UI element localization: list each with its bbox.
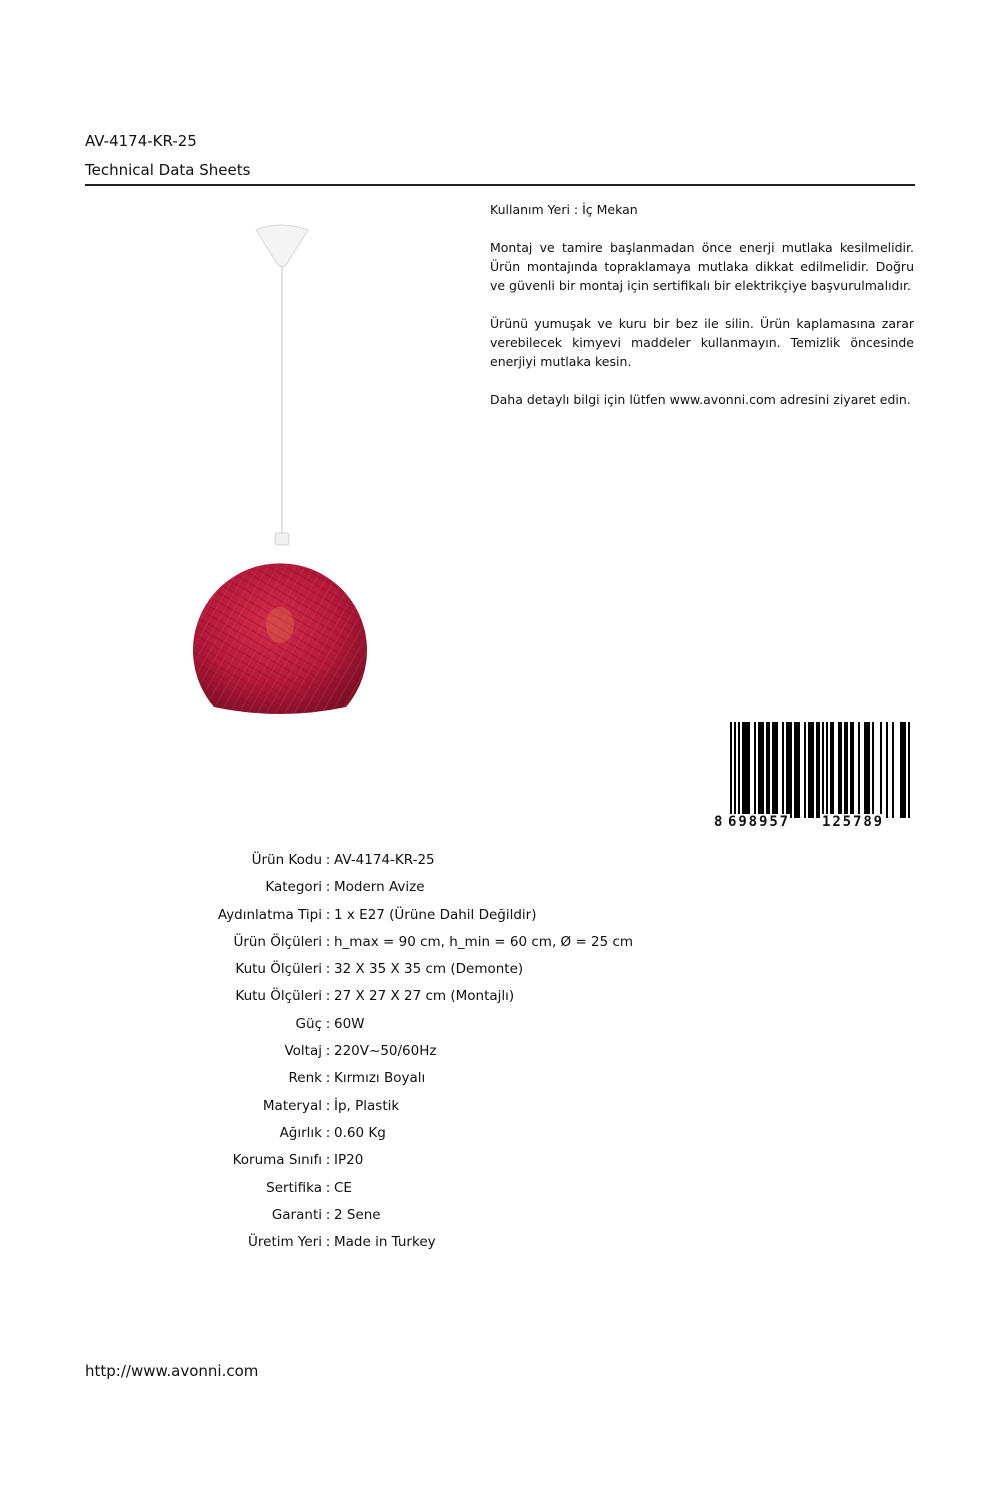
barcode-bar: [844, 722, 846, 818]
spec-row: [85, 1043, 685, 1070]
spec-label: Kutu Ölçüleri: [235, 961, 322, 978]
spec-label: Garanti: [271, 1206, 322, 1223]
barcode-bar: [768, 722, 770, 818]
spec-table: [85, 852, 685, 1261]
spec-value: 32 X 35 X 35 cm (Demonte): [334, 961, 524, 978]
barcode-bar: [798, 722, 800, 818]
barcode-bar: [788, 722, 790, 818]
barcode-bar: [850, 722, 852, 818]
spec-label: Koruma Sınıfı: [232, 1152, 322, 1169]
barcode-bar: [818, 722, 820, 818]
website-paragraph: Daha detaylı bilgi için lütfen www.avonni.com adresini ziyaret edin.: [490, 392, 911, 407]
barcode-bar: [790, 722, 792, 818]
usage-location: Kullanım Yeri : İç Mekan: [490, 202, 638, 217]
spec-row: [85, 1016, 685, 1043]
barcode-bar: [858, 722, 860, 818]
barcode-bar: [804, 722, 806, 818]
spec-row: [85, 1234, 685, 1261]
spec-label: Voltaj: [284, 1043, 322, 1060]
spec-label: Ağırlık: [279, 1124, 322, 1141]
barcode-bar: [832, 722, 834, 818]
spec-row: [85, 852, 685, 879]
barcode-bar: [782, 722, 784, 818]
spec-separator: :: [325, 1015, 331, 1032]
spec-value: 0.60 Kg: [334, 1124, 386, 1141]
barcode-number: [714, 814, 912, 832]
cleaning-paragraph: Ürünü yumuşak ve kuru bir bez ile silin. Ürün kaplamasına zarar verebilecek kimyevi maddeler kullanmayın. Temizlik öncesinde enerjiyi mutlaka kesin.: [490, 316, 914, 369]
spec-label: Güç: [295, 1015, 322, 1032]
spec-row: [85, 1152, 685, 1179]
spec-value: AV-4174-KR-25: [334, 852, 435, 868]
barcode-bar: [872, 722, 874, 818]
spec-value: Kırmızı Boyalı: [334, 1070, 426, 1087]
barcode-bar: [902, 722, 904, 818]
barcode-bar: [812, 722, 814, 818]
barcode-bar: [830, 722, 832, 818]
barcode-bar: [748, 722, 750, 818]
barcode-bar: [808, 722, 810, 818]
spec-value: Modern Avize: [334, 879, 425, 896]
barcode-right-group: 125789: [822, 814, 884, 830]
spec-separator: :: [325, 988, 331, 1005]
pendant-lamp-icon: [180, 215, 380, 724]
spec-separator: :: [325, 1206, 331, 1223]
barcode-bar: [852, 722, 854, 818]
spec-separator: :: [325, 1097, 331, 1114]
spec-value: İp, Plastik: [334, 1097, 400, 1114]
barcode-bar: [840, 722, 842, 818]
barcode-bar: [774, 722, 776, 818]
barcode-bar: [810, 722, 812, 818]
footer-website-link[interactable]: http://www.avonni.com: [85, 1362, 259, 1380]
spec-row: [85, 1070, 685, 1097]
barcode-bar: [900, 722, 902, 818]
spec-row: [85, 1207, 685, 1234]
spec-label: Üretim Yeri: [248, 1234, 322, 1251]
barcode-bar: [892, 722, 894, 818]
spec-value: 2 Sene: [334, 1206, 381, 1223]
barcode-bar: [744, 722, 746, 818]
spec-separator: :: [325, 933, 331, 950]
spec-separator: :: [325, 1234, 331, 1251]
spec-separator: :: [325, 1124, 331, 1141]
spec-separator: :: [325, 906, 331, 923]
spec-value: Made in Turkey: [334, 1234, 436, 1251]
spec-value: CE: [334, 1179, 352, 1196]
spec-row: [85, 907, 685, 934]
barcode-bar: [868, 722, 870, 818]
spec-label: Kategori: [265, 879, 322, 896]
spec-label: Renk: [288, 1070, 322, 1087]
barcode-bar: [904, 722, 906, 818]
barcode-bar: [866, 722, 868, 818]
spec-value: 60W: [334, 1015, 365, 1032]
barcode-bar: [838, 722, 840, 818]
spec-row: [85, 1180, 685, 1207]
spec-row: [85, 1125, 685, 1152]
spec-separator: :: [325, 1043, 331, 1060]
barcode-bar: [760, 722, 762, 818]
spec-separator: :: [325, 1152, 331, 1169]
barcode-bar: [816, 722, 818, 818]
barcode-bar: [772, 722, 774, 818]
spec-value: h_max = 90 cm, h_min = 60 cm, Ø = 25 cm: [334, 933, 634, 950]
spec-label: Ürün Ölçüleri: [233, 933, 322, 950]
spec-row: [85, 879, 685, 906]
barcode-bar: [746, 722, 748, 818]
spec-value: 220V~50/60Hz: [334, 1043, 437, 1060]
spec-separator: :: [325, 879, 331, 896]
header-divider: [85, 184, 915, 186]
barcode-bar: [762, 722, 764, 818]
barcode-bar: [758, 722, 760, 818]
safety-paragraph: Montaj ve tamire başlanmadan önce enerji mutlaka kesilmelidir. Ürün montajında topraklamaya mutlaka dikkat edilmelidir. Doğru ve güvenli bir montaj için sertifikalı bir elektrikçiye başvurulmalıdır.: [490, 240, 914, 293]
spec-separator: :: [325, 1179, 331, 1196]
spec-value: 27 X 27 X 27 cm (Montajlı): [334, 988, 515, 1005]
spec-label: Kutu Ölçüleri: [235, 988, 322, 1005]
barcode-bar: [864, 722, 866, 818]
spec-row: [85, 961, 685, 988]
spec-row: [85, 934, 685, 961]
spec-separator: :: [325, 961, 331, 978]
document-subtitle: Technical Data Sheets: [85, 161, 251, 179]
spec-label: Sertifika: [266, 1179, 322, 1196]
spec-value: IP20: [334, 1152, 364, 1169]
barcode-bar: [766, 722, 768, 818]
barcode-bar: [908, 722, 910, 818]
spec-row: [85, 1098, 685, 1125]
barcode-bar: [742, 722, 744, 818]
spec-label: Ürün Kodu: [251, 852, 322, 868]
barcode-bar: [796, 722, 798, 818]
barcode-bar: [886, 722, 888, 818]
barcode-bar: [786, 722, 788, 818]
spec-separator: :: [325, 852, 331, 868]
spec-label: Materyal: [262, 1097, 322, 1114]
barcode-bar: [776, 722, 778, 818]
product-code-title: AV-4174-KR-25: [85, 132, 197, 150]
barcode-first-digit: 8: [714, 814, 723, 830]
barcode-bar: [738, 722, 740, 818]
spec-separator: :: [325, 1070, 331, 1087]
barcode-bar: [880, 722, 882, 818]
barcode-left-group: 698957: [728, 814, 790, 830]
spec-label: Aydınlatma Tipi: [217, 906, 322, 923]
barcode-bar: [794, 722, 796, 818]
spec-value: 1 x E27 (Ürüne Dahil Değildir): [334, 906, 537, 923]
spec-row: [85, 988, 685, 1015]
barcode-bar: [846, 722, 848, 818]
barcode-bar: [754, 722, 756, 818]
